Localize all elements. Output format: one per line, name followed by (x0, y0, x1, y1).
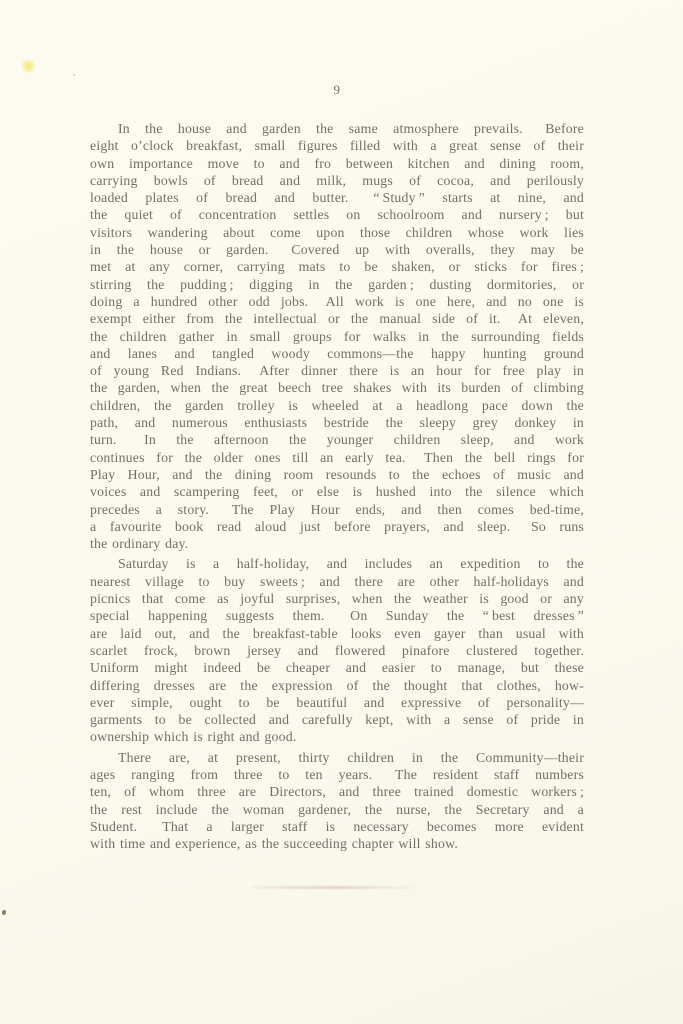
text-line: turn. In the afternoon the younger children sleep, and work (90, 432, 584, 448)
text-line: met at any corner, carrying mats to be shaken, or sticks for fires ; (90, 259, 584, 275)
text-line: children, the garden trolley is wheeled at a headlong pace down the (90, 397, 584, 413)
paper-speck (2, 910, 6, 915)
text-line: the children gather in small groups for walks in the surrounding fields (90, 328, 584, 344)
text-line: path, and numerous enthusiasts bestride the sleepy grey donkey in (90, 415, 584, 431)
paper-stain-yellow (21, 59, 36, 73)
text-line: In the house and garden the same atmosphere prevails. Before (118, 121, 584, 136)
text-line: in the house or garden. Covered up with overalls, they may be (90, 242, 584, 258)
text-line: a favourite book read aloud just before prayers, and sleep. So runs (90, 518, 584, 534)
text-line: exempt either from the intellectual or the manual side of it. At eleven, (90, 311, 584, 327)
page-text (90, 120, 584, 852)
text-line: voices and scampering feet, or else is hushed into the silence which (90, 484, 584, 500)
text-line: precedes a story. The Play Hour ends, and then comes bed-time, (90, 501, 584, 517)
text-line: stirring the pudding ; digging in the garden ; dusting dormitories, or (90, 276, 584, 292)
paragraph (90, 749, 584, 853)
paper-smudge (252, 886, 414, 889)
text-line: differing dresses are the expression of the thought that clothes, how- (90, 677, 584, 693)
text-line: special happening suggests them. On Sunday the “ best dresses ” (90, 608, 584, 624)
text-line: ever simple, ought to be beautiful and expressive of personality— (90, 694, 584, 710)
text-line: of young Red Indians. After dinner there is an hour for free play in (90, 363, 584, 379)
text-line: Student. That a larger staff is necessary becomes more evident (90, 818, 584, 834)
text-line: Saturday is a half-holiday, and includes an expedition to the (118, 556, 584, 572)
paragraph (90, 555, 584, 745)
paper-dot (73, 74, 75, 76)
text-line: and lanes and tangled woody commons—the happy hunting ground (90, 345, 584, 361)
text-line: the rest include the woman gardener, the nurse, the Secretary and a (90, 801, 584, 817)
text-line: nearest village to buy sweets ; and there are other half-holidays and (90, 573, 584, 589)
text-line: ownership which is right and good. (90, 729, 297, 745)
text-line: are laid out, and the breakfast-table looks even gayer than usual with (90, 625, 584, 641)
paragraph (90, 120, 584, 552)
text-line: There are, at present, thirty children in the Community—their (118, 749, 584, 765)
text-line: Uniform might indeed be cheaper and easier to manage, but these (90, 660, 584, 676)
text-line: continues for the older ones till an early tea. Then the bell rings for (90, 449, 584, 465)
text-line: ten, of whom three are Directors, and three trained domestic workers ; (90, 784, 584, 800)
text-line: the garden, when the great beech tree shakes with its burden of climbing (90, 380, 584, 396)
page-number: 9 (333, 82, 341, 97)
text-line: picnics that come as joyful surprises, when the weather is good or any (90, 591, 584, 607)
text-line: scarlet frock, brown jersey and flowered pinafore clustered together. (90, 642, 584, 658)
text-line: with time and experience, as the succeeding chapter will show. (90, 836, 458, 852)
text-line: loaded plates of bread and butter. “ Study ” starts at nine, and (90, 190, 584, 206)
text-line: visitors wandering about come upon those children whose work lies (90, 224, 584, 240)
text-line: Play Hour, and the dining room resounds to the echoes of music and (90, 466, 584, 482)
text-line: ages ranging from three to ten years. The resident staff numbers (90, 766, 584, 782)
text-line: carrying bowls of bread and milk, mugs of cocoa, and perilously (90, 172, 584, 188)
text-line: own importance move to and fro between kitchen and dining room, (90, 155, 584, 171)
text-line: the quiet of concentration settles on schoolroom and nursery ; but (90, 207, 584, 223)
text-line: eight o’clock breakfast, small figures filled with a great sense of their (90, 138, 584, 154)
text-line: doing a hundred other odd jobs. All work is one here, and no one is (90, 293, 584, 309)
text-line: the ordinary day. (90, 536, 189, 552)
text-line: garments to be collected and carefully kept, with a sense of pride in (90, 712, 584, 728)
